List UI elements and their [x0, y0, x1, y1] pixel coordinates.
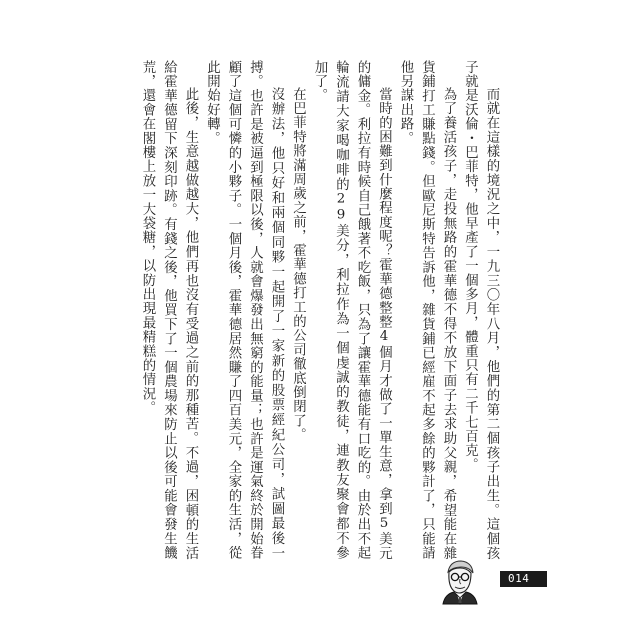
paragraph-3: 當時的困難到什麼程度呢？霍華德整整4個月才做了一單生意，拿到5美元的傭金。利拉有時候自己餓著不吃飯，只為了讓霍華德能有口吃的。由於出不起輪流請大家喝咖啡的29美分，利拉作為一個虔誠的教徒，連教友聚會都不參加了。 [312, 60, 392, 560]
portrait-sketch-icon [434, 556, 482, 604]
body-text [142, 60, 502, 560]
paragraph-5: 沒辦法，他只好和兩個同夥一起開了一家新的股票經紀公司，試圖最後一搏。也許是被逼到極限以後，人就會爆發出無窮的能量；也許是運氣終於開始眷顧了這個可憐的小夥子。一個月後，霍華德居然賺了四百美元，全家的生活，從此開始好轉。 [204, 60, 284, 560]
paragraph-1: 而就在這樣的境況之中，一九三〇年八月，他們的第二個孩子出生。這個孩子就是沃倫・巴菲特，他早產了一個多月，體重只有二千七百克。 [462, 60, 499, 560]
paragraph-2: 為了養活孩子，走投無路的霍華德不得不放下面子去求助父親，希望能在雜貨鋪打工賺點錢。但歐尼斯特告訴他，雜貨鋪已經雇不起多餘的夥計了，只能請他另謀出路。 [398, 60, 456, 560]
page-number: 014 [508, 572, 530, 585]
paragraph-6: 此後，生意越做越大，他們再也沒有受過之前的那種苦。不過，困頓的生活給霍華德留下深刻印跡。有錢之後，他買下了一個農場來防止以後可能會發生饑荒，還會在閣樓上放一大袋糖，以防出現最精糕的情況。 [140, 60, 198, 560]
paragraph-4: 在巴菲特將滿周歲之前，霍華德打工的公司徹底倒閉了。 [290, 86, 306, 442]
page-number-bar [500, 571, 547, 587]
